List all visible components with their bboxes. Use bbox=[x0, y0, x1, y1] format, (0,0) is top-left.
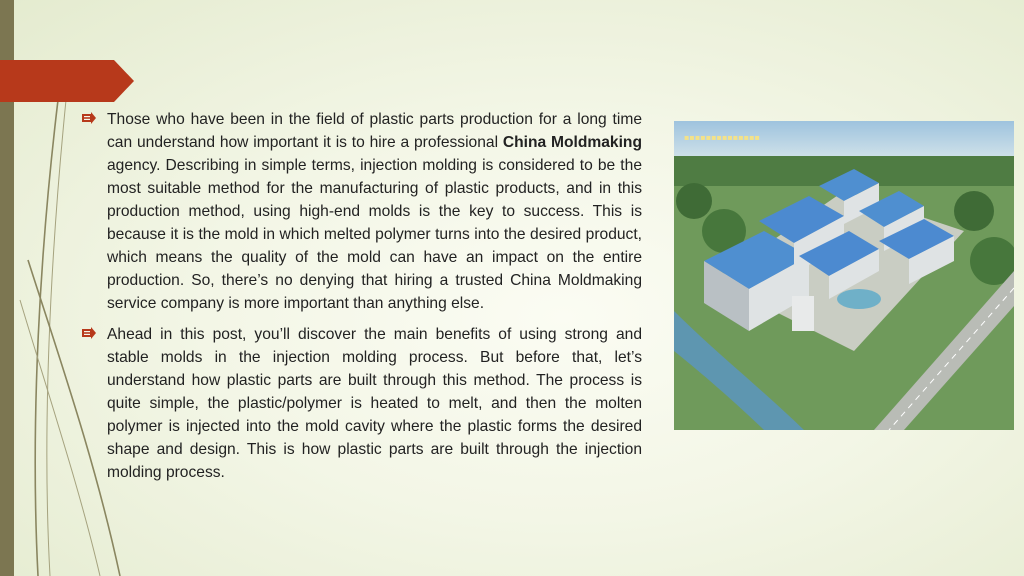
bullet-paragraph-1 bbox=[82, 108, 642, 315]
bullet-1-text-end: agency. Describing in simple terms, injection molding is considered to be the most suitable method for the manufacturing of plastic products, and in this production method, using high-end molds is the key to success. This is because it is the mold in which melted polymer turns into the desired product, which means the quality of the mold can have an impact on the entire production. So, there’s no denying that hiring a trusted China Moldmaking service company is more important than anything else. bbox=[107, 157, 642, 312]
title-accent-tab bbox=[0, 60, 134, 102]
factory-aerial-image bbox=[674, 121, 1014, 430]
factory-aerial-photo-icon bbox=[674, 121, 1014, 430]
bullet-1-text-start: Those who have been in the field of plastic parts production for a long time can understand how important it is to hire a professional bbox=[107, 111, 642, 151]
svg-text:▪▪▪▪▪▪▪▪▪▪▪▪▪▪: ▪▪▪▪▪▪▪▪▪▪▪▪▪▪ bbox=[684, 133, 760, 142]
arrow-bullet-icon bbox=[82, 327, 96, 339]
bullet-2-text: Ahead in this post, you’ll discover the main benefits of using strong and stable molds in the injection molding process. But before that, let’s understand how plastic parts are built through this method. The process is quite simple, the plastic/polymer is heated to melt, and then the molten polymer is injected into the mold cavity where the plastic forms the desired shape and design. This is how plastic parts are built through the injection molding process. bbox=[107, 326, 642, 481]
bullet-paragraph-2 bbox=[82, 323, 642, 484]
arrow-bullet-icon bbox=[82, 112, 96, 124]
slide-content bbox=[82, 108, 642, 492]
bullet-1-bold-term: China Moldmaking bbox=[502, 134, 642, 151]
